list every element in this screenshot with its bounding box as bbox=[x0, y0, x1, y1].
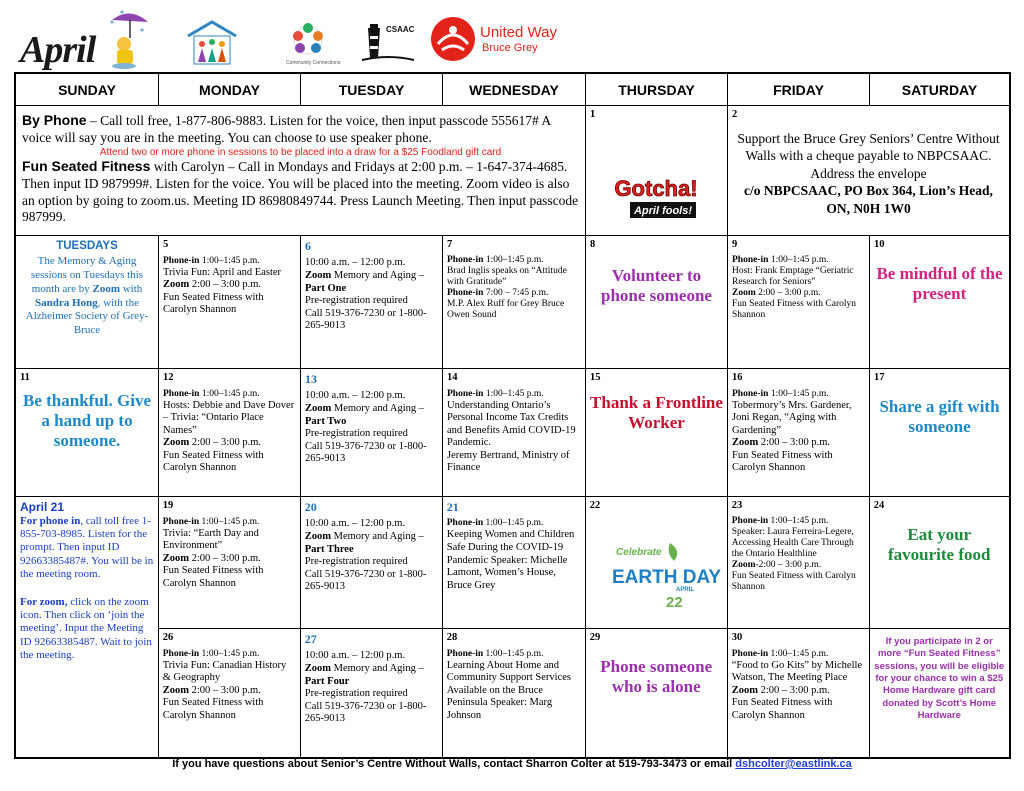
day-cell-16 bbox=[728, 369, 870, 496]
community-connections-icon bbox=[284, 16, 341, 73]
mailing-address: c/o NBPCSAAC, PO Box 364, Lion’s Head, ON, N0H 1W0 bbox=[744, 183, 993, 216]
april-fools-text: April fools! bbox=[633, 205, 693, 217]
header bbox=[0, 0, 1024, 70]
event-title: Understanding Ontario’s Personal Income Tax Credits and Benefits Amid COVID-19 Pandemic. bbox=[447, 399, 576, 449]
daily-message: Share a gift with someone bbox=[879, 396, 1000, 436]
day-number: 6 bbox=[305, 239, 311, 253]
phone-in-label: Phone-in bbox=[447, 388, 484, 399]
registration-phone: Call 519-376-7230 or 1-800-265-9013 bbox=[304, 568, 427, 593]
zoom-time: 2:00 – 3:00 p.m. bbox=[189, 279, 262, 291]
event-title: Memory and Aging – bbox=[331, 269, 424, 281]
event-speaker: Jeremy Bertrand, Ministry of Finance bbox=[447, 449, 570, 474]
earth-day-celebrate: Celebrate bbox=[615, 547, 662, 558]
phone-in-time: 7:00 – 7:45 p.m. bbox=[483, 287, 549, 298]
earth-day-title: EARTH DAY bbox=[611, 567, 721, 588]
day-number: 13 bbox=[305, 372, 317, 386]
day-number: 27 bbox=[304, 632, 317, 646]
day-cell-13 bbox=[301, 369, 443, 496]
fitness-event: Fun Seated Fitness with Carolyn Shannon bbox=[731, 697, 833, 721]
day-number: 22 bbox=[589, 500, 601, 511]
calendar-row-weeks4-5 bbox=[16, 497, 1009, 757]
event-part: Part Three bbox=[304, 543, 354, 555]
calendar-row-week4 bbox=[159, 497, 1009, 629]
phone-in-instructions: , call toll free 1-855-703-8985. Listen for the prompt. Then input ID 92663385487#. You will be in the meeting room. bbox=[20, 514, 154, 581]
zoom-label: Zoom bbox=[731, 684, 758, 696]
phone-in-label: Phone-in bbox=[446, 648, 484, 659]
fitness-event: Fun Seated Fitness with Carolyn Shannon bbox=[162, 697, 264, 721]
day-header-saturday: SATURDAY bbox=[901, 81, 978, 98]
fitness-event: Fun Seated Fitness with Carolyn Shannon bbox=[732, 449, 833, 474]
phone-in-label: Phone-in bbox=[732, 388, 769, 399]
day-header-sunday: SUNDAY bbox=[16, 74, 159, 105]
event-part: Part Two bbox=[305, 415, 347, 427]
day-number: 28 bbox=[446, 632, 458, 643]
event-title: Keeping Women and Children Safe During the COVID-19 Pandemic Speaker: Michelle Lamont, Women’s House, Bruce Grey bbox=[446, 529, 575, 591]
day-cell-14 bbox=[443, 369, 586, 496]
phone-in-time: 1:00–1:45 p.m. bbox=[768, 255, 829, 266]
registration-note: Pre-registration required bbox=[304, 688, 408, 700]
tuesdays-note bbox=[16, 236, 159, 368]
zoom-label: Zoom bbox=[732, 437, 759, 449]
phone-in-time: 1:00–1:45 p.m. bbox=[199, 648, 260, 659]
day-number: 24 bbox=[873, 500, 885, 511]
phone-in-label: Phone-in bbox=[731, 516, 769, 527]
event-title: Speaker: Laura Ferreira-Legere, Accessing Health Care Through the Ontario Healthline bbox=[731, 526, 854, 559]
event-time: 10:00 a.m. – 12:00 p.m. bbox=[304, 518, 406, 530]
phone-in-lead: For phone in bbox=[20, 514, 81, 527]
event-title: Memory and Aging – bbox=[331, 402, 424, 414]
phone-in-label: Phone-in bbox=[163, 388, 200, 399]
event-time: 10:00 a.m. – 12:00 p.m. bbox=[305, 390, 406, 402]
footer-text: If you have questions about Senior’s Centre Without Walls, contact Sharron Colter at 519-793-3473 or email bbox=[172, 758, 736, 770]
zoom-label: Zoom bbox=[732, 287, 756, 298]
event-title: Trivia Fun: April and Easter bbox=[163, 266, 282, 278]
tuesdays-title: TUESDAYS bbox=[56, 240, 118, 252]
zoom-label: Zoom bbox=[304, 662, 331, 674]
zoom-time: 2:00 – 3:00 p.m. bbox=[188, 684, 261, 696]
zoom-time: 2:00 – 3:00 p.m. bbox=[189, 437, 262, 449]
zoom-lead: For zoom, bbox=[20, 595, 68, 608]
fitness-instructions: with Carolyn – Call in Mondays and Fridays at 2:00 p.m. – 1-647-374-4685. Then input ID 987999#. Listen for the voice. You will be placed into the meeting. Zoom video is also an option by going to zoom.us. Meeting ID 86980849744. Press Launch Meeting. Then input passcode 987999. bbox=[22, 158, 579, 225]
zoom-label: Zoom bbox=[305, 269, 332, 281]
day-number: 30 bbox=[731, 632, 743, 643]
day-number: 20 bbox=[304, 500, 317, 514]
day-header-row bbox=[16, 74, 1009, 106]
day-cell-12 bbox=[159, 369, 301, 496]
zoom-label: Zoom bbox=[305, 402, 332, 414]
day-number: 7 bbox=[447, 239, 453, 250]
day-number: 23 bbox=[731, 500, 743, 511]
event-title: Memory and Aging – bbox=[330, 662, 424, 674]
phone-in-label: Phone-in bbox=[732, 255, 769, 266]
zoom-time: 2:00 – 3:00 p.m. bbox=[757, 684, 830, 696]
zoom-time: 2:00 – 3:00 p.m. bbox=[758, 437, 831, 449]
calendar-row-week3 bbox=[16, 369, 1009, 497]
phone-in-time: 1:00–1:45 p.m. bbox=[768, 516, 829, 527]
prize-text: If you participate in 2 or more “Fun Seated Fitness” sessions, you will be eligible for your chance to win a $25 Home Hardware gift card donated by Scott’s Home Hardware bbox=[874, 636, 1005, 722]
fitness-event: Fun Seated Fitness with Carolyn Shannon bbox=[732, 298, 857, 320]
day-cell-26 bbox=[159, 629, 301, 757]
registration-note: Pre-registration required bbox=[305, 295, 408, 307]
tuesdays-text-post: , with the Alzheimer Society of Grey-Bruce bbox=[25, 296, 149, 337]
april-wordmark: April bbox=[20, 29, 96, 71]
day-cell-1 bbox=[586, 106, 728, 235]
zoom-instructions: click on the zoom icon. Then click on ‘join the meeting’. Input the Meeting ID 92663385487. Wait to join the meeting. bbox=[20, 595, 152, 662]
phone-in-time: 1:00–1:45 p.m. bbox=[199, 388, 260, 399]
april-21-title: April 21 bbox=[20, 500, 65, 514]
event-time: 10:00 a.m. – 12:00 p.m. bbox=[304, 650, 406, 662]
day-number: 14 bbox=[447, 372, 458, 383]
registration-note: Pre-registration required bbox=[304, 556, 408, 568]
zoom-label: Zoom bbox=[304, 530, 331, 542]
day-cell-9 bbox=[728, 236, 870, 368]
day-number: 17 bbox=[874, 372, 885, 383]
tuesdays-text-mid: with bbox=[119, 282, 143, 295]
event-title: “Food to Go Kits” by Michelle Watson, The Meeting Place bbox=[731, 659, 863, 684]
zoom-word: Zoom bbox=[92, 282, 120, 295]
day-cell-2 bbox=[728, 106, 1009, 235]
day-header-monday: MONDAY bbox=[159, 74, 301, 105]
day-cell-24 bbox=[870, 497, 1009, 628]
day-number: 1 bbox=[590, 109, 596, 120]
intro-instructions bbox=[16, 106, 586, 235]
calendar bbox=[14, 72, 1011, 759]
donation-text: Support the Bruce Grey Seniors’ Centre Without Walls with a cheque payable to NBPCSAAC. Address the envelope bbox=[737, 130, 1000, 181]
phone-in-label: Phone-in bbox=[162, 648, 200, 659]
prize-note bbox=[870, 629, 1009, 757]
day-cell-19 bbox=[159, 497, 301, 628]
fitness-event: Fun Seated Fitness with Carolyn Shannon bbox=[163, 449, 264, 474]
phone-in-label: Phone-in bbox=[162, 516, 200, 527]
fitness-event: Fun Seated Fitness with Carolyn Shannon bbox=[162, 565, 264, 589]
csaac-label: CSAAC bbox=[386, 25, 415, 34]
april-21-instructions bbox=[16, 497, 159, 757]
event-title: Memory and Aging – bbox=[330, 530, 424, 542]
contact-email-link[interactable]: dshcolter@eastlink.ca bbox=[735, 758, 852, 770]
event-title: Trivia: “Earth Day and Environment” bbox=[162, 527, 259, 552]
day-cell-30 bbox=[728, 629, 870, 757]
united-way-name: United Way bbox=[480, 24, 557, 41]
united-way-text bbox=[480, 24, 557, 54]
zoom-label: Zoom bbox=[163, 279, 190, 291]
day-cell-5 bbox=[159, 236, 301, 368]
day-cell-23 bbox=[728, 497, 870, 628]
united-way-icon bbox=[428, 14, 478, 69]
daily-message: Phone someone who is alone bbox=[600, 656, 713, 696]
event-title: Learning About Home and Community Support Services Available on the Bruce Peninsula Speaker: Marg Johnson bbox=[446, 659, 571, 721]
zoom-time: 2:00 – 3:00 p.m. bbox=[188, 552, 261, 564]
event-part: Part Four bbox=[304, 675, 350, 687]
gotcha-badge-icon bbox=[604, 170, 708, 222]
calendar-row-week2 bbox=[16, 236, 1009, 369]
fitness-event: Fun Seated Fitness with Carolyn Shannon bbox=[163, 291, 264, 316]
april-logo-icon bbox=[12, 8, 152, 70]
phone-in-time: 1:00–1:45 p.m. bbox=[483, 648, 544, 659]
earth-day-month: APRIL bbox=[675, 587, 694, 593]
day-number: 29 bbox=[589, 632, 601, 643]
day-number: 9 bbox=[732, 239, 738, 250]
zoom-label: Zoom bbox=[731, 559, 756, 570]
earth-day-badge-icon bbox=[608, 541, 721, 613]
zoom-time: 2:00 – 3:00 p.m. bbox=[755, 287, 821, 298]
lighthouse-icon bbox=[358, 14, 416, 71]
day-cell-15 bbox=[586, 369, 728, 496]
phone-in-label: Phone-in bbox=[446, 518, 484, 529]
draw-note: Attend two or more phone in sessions to be placed into a draw for a $25 Foodland gift card bbox=[99, 146, 502, 158]
event-part: Part One bbox=[305, 282, 347, 294]
day-cell-21 bbox=[443, 497, 586, 628]
day-header-friday: FRIDAY bbox=[728, 74, 870, 105]
calendar-row-week5 bbox=[159, 629, 1009, 757]
day-number: 15 bbox=[590, 372, 601, 383]
phone-in-time: 1:00–1:45 p.m. bbox=[483, 388, 544, 399]
zoom-time: -2:00 – 3:00 p.m. bbox=[755, 559, 822, 570]
day-number: 12 bbox=[163, 372, 174, 383]
day-cell-27 bbox=[301, 629, 443, 757]
day-number: 10 bbox=[874, 239, 885, 250]
earth-day-date: 22 bbox=[665, 594, 683, 611]
fitness-event: Fun Seated Fitness with Carolyn Shannon bbox=[731, 570, 856, 592]
registration-phone: Call 519-376-7230 or 1-800-265-9013 bbox=[304, 700, 427, 725]
svg-text:Community Connections: Community Connections bbox=[286, 60, 341, 66]
tuesdays-text: The Memory & Aging sessions on Tuesdays this month are by bbox=[30, 255, 144, 295]
united-way-region: Bruce Grey bbox=[482, 42, 538, 54]
registration-phone: Call 519-376-7230 or 1-800-265-9013 bbox=[305, 440, 427, 465]
event-title: Host: Frank Emptage “Geriatric Research for Seniors” bbox=[732, 265, 854, 287]
zoom-label: Zoom bbox=[162, 552, 189, 564]
day-header-wednesday: WEDNESDAY bbox=[443, 74, 586, 105]
daily-message: Be thankful. Give a hand up to someone. bbox=[23, 390, 151, 451]
daily-message: Thank a Frontline Worker bbox=[590, 392, 723, 432]
day-cell-28 bbox=[443, 629, 586, 757]
phone-in-time: 1:00–1:45 p.m. bbox=[768, 648, 829, 659]
day-number: 11 bbox=[20, 372, 30, 383]
day-cell-29 bbox=[586, 629, 728, 757]
phone-in-label: Phone-in bbox=[447, 287, 484, 298]
day-number: 19 bbox=[162, 500, 174, 511]
day-cell-11 bbox=[16, 369, 159, 496]
day-cell-20 bbox=[301, 497, 443, 628]
day-cell-6 bbox=[301, 236, 443, 368]
phone-in-time: 1:00–1:45 p.m. bbox=[483, 518, 544, 529]
phone-in-time: 1:00–1:45 p.m. bbox=[768, 388, 829, 399]
day-number: 16 bbox=[732, 372, 743, 383]
phone-in-time: 1:00–1:45 p.m. bbox=[199, 255, 260, 266]
zoom-label: Zoom bbox=[163, 437, 190, 449]
event-time: 10:00 a.m. – 12:00 p.m. bbox=[305, 257, 406, 269]
presenter-name: Sandra Hong bbox=[35, 296, 98, 309]
event-title: Tobermory’s Mrs. Gardener, Joni Regan, “Aging with Gardening” bbox=[732, 399, 852, 436]
event-title: Hosts: Debbie and Dave Dover – Trivia: “Ontario Place Names” bbox=[163, 399, 295, 436]
day-number: 8 bbox=[590, 239, 596, 250]
zoom-label: Zoom bbox=[162, 684, 189, 696]
event-title: Trivia Fun: Canadian History & Geography bbox=[162, 659, 287, 684]
phone-instructions: – Call toll free, 1-877-806-9883. Listen for the voice, then input passcode 555617# A voice will say you are in the meeting. You can choose to use speaker phone. bbox=[22, 113, 551, 145]
day-number: 26 bbox=[162, 632, 174, 643]
day-cell-10 bbox=[870, 236, 1009, 368]
phone-in-time: 1:00–1:45 p.m. bbox=[199, 516, 260, 527]
phone-in-label: Phone-in bbox=[447, 255, 484, 266]
day-cell-17 bbox=[870, 369, 1009, 496]
calendar-row-week1 bbox=[16, 106, 1009, 236]
event-title: M.P. Alex Ruff for Grey Bruce Owen Sound bbox=[447, 298, 565, 320]
day-cell-8 bbox=[586, 236, 728, 368]
gotcha-text: Gotcha! bbox=[614, 176, 698, 201]
phone-in-label: Phone-in bbox=[163, 255, 200, 266]
phone-lead: By Phone bbox=[22, 112, 87, 128]
day-number: 5 bbox=[163, 239, 169, 250]
day-cell-22 bbox=[586, 497, 728, 628]
day-number: 21 bbox=[446, 500, 459, 514]
registration-phone: Call 519-376-7230 or 1-800-265-9013 bbox=[305, 307, 427, 332]
daily-message: Eat your favourite food bbox=[888, 524, 991, 564]
seniors-house-icon bbox=[184, 20, 240, 71]
day-header-thursday: THURSDAY bbox=[586, 74, 728, 105]
registration-note: Pre-registration required bbox=[305, 428, 408, 440]
day-cell-7 bbox=[443, 236, 586, 368]
daily-message: Volunteer to phone someone bbox=[601, 265, 712, 305]
event-title: Brad Inglis speaks on “Attitude with Gratitude” bbox=[447, 265, 567, 287]
phone-in-label: Phone-in bbox=[731, 648, 769, 659]
footer bbox=[0, 758, 1024, 770]
day-number: 2 bbox=[732, 109, 738, 120]
phone-in-time: 1:00–1:45 p.m. bbox=[483, 255, 544, 266]
daily-message: Be mindful of the present bbox=[876, 263, 1003, 303]
day-header-tuesday: TUESDAY bbox=[301, 74, 443, 105]
fitness-lead: Fun Seated Fitness bbox=[22, 157, 151, 174]
